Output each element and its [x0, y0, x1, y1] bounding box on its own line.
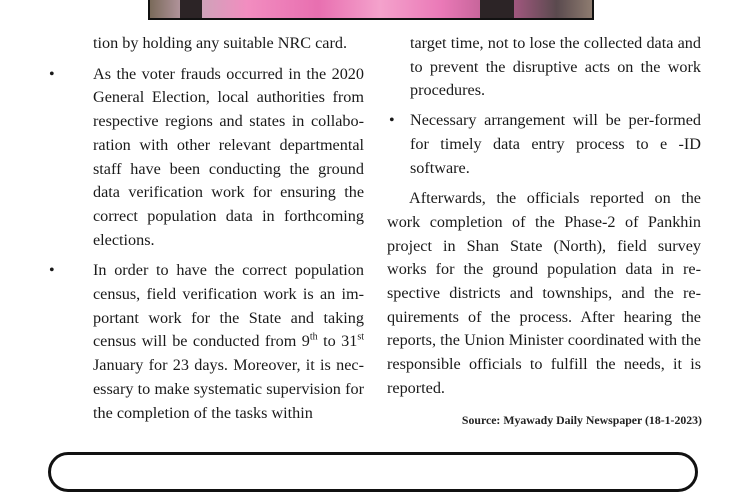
- right-continuation-text: target time, not to lose the collected data and to prevent the disruptive acts on the work procedures.: [410, 34, 701, 100]
- bullet-data-entry: • Necessary arrangement will be per-formed for timely data entry process to e -ID software.: [410, 109, 701, 180]
- photo-figure-left: [180, 0, 202, 18]
- census-text-c: January for 23 days. Moreover, it is nec-essary to make systematic supervision for the completion of the tasks within: [93, 356, 364, 422]
- source-citation: Source: Myawady Daily Newspaper (18-1-2023): [461, 413, 702, 427]
- photo-figure-right: [480, 0, 514, 18]
- superscript-st: st: [357, 332, 364, 344]
- right-column: [387, 32, 701, 401]
- bullet-voter-frauds: • As the voter frauds occurred in the 2020 General Election, local authorities from respective regions and states in collabo-ration with other relevant departmental staff have been conducting the ground data verification work for ensuring the correct population data in forthcoming elections.: [70, 63, 364, 253]
- next-section-frame: [48, 452, 698, 492]
- census-text-b: to 31: [317, 332, 358, 351]
- news-photo: [148, 0, 594, 20]
- left-continuation-text: tion by holding any suitable NRC card.: [93, 34, 348, 52]
- superscript-th: th: [309, 332, 318, 344]
- left-column: [70, 32, 364, 425]
- closing-paragraph: Afterwards, the officials reported on the work completion of the Phase-2 of Pankhin project in Shan State (North), field survey works for the ground population data in re-spective districts and townships, and the re-quirements of the process. After hearing the reports, the Union Minister coordinated with the responsible officials to fulfill the needs, it is reported.: [387, 189, 701, 397]
- census-text-a: In order to have the correct population census, field verification work is an im-portant work for the State and taking census will be conducted from 9: [93, 261, 364, 351]
- bullet-population-census: [70, 259, 364, 425]
